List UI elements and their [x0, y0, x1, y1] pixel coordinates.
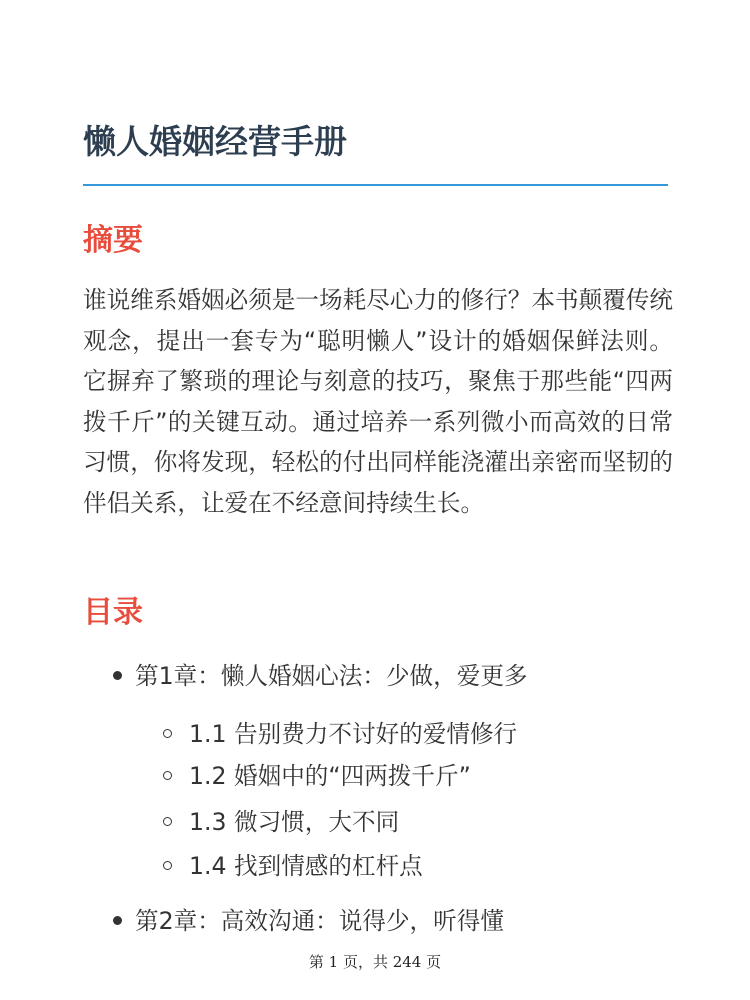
toc-chapter-1[interactable]	[83, 655, 643, 699]
toc-section-label[interactable]: 1.2 婚姻中的“四两拨千斤”	[189, 762, 471, 790]
toc-section-1-2[interactable]	[163, 756, 643, 796]
toc-chapter-2[interactable]	[83, 900, 643, 944]
circle-bullet-icon	[163, 861, 172, 870]
abstract-heading: 摘要	[83, 223, 143, 258]
title-divider	[83, 184, 668, 186]
circle-bullet-icon	[163, 817, 172, 826]
toc-chapter-label[interactable]: 第1章：懒人婚姻心法：少做，爱更多	[135, 662, 528, 690]
toc-section-1-4[interactable]	[163, 846, 643, 886]
toc-heading: 目录	[83, 595, 143, 630]
toc-section-1-3[interactable]	[163, 802, 643, 842]
page-number-footer: 第 1 页，共 244 页	[308, 953, 442, 971]
disc-bullet-icon	[113, 916, 122, 925]
toc-section-label[interactable]: 1.1 告别费力不讨好的爱情修行	[189, 720, 518, 748]
disc-bullet-icon	[113, 671, 122, 680]
toc-section-1-1[interactable]	[163, 714, 643, 754]
circle-bullet-icon	[163, 771, 172, 780]
toc-section-label[interactable]: 1.3 微习惯，大不同	[189, 808, 400, 836]
toc-chapter-label[interactable]: 第2章：高效沟通：说得少，听得懂	[135, 907, 504, 935]
abstract-text: 谁说维系婚姻必须是一场耗尽心力的修行？本书颠覆传统观念，提出一套专为“聪明懒人”设计的婚姻保鲜法则。它摒弃了繁琐的理论与刻意的技巧，聚焦于那些能“四两拨千斤”的关键互动。通过培养一系列微小而高效的日常习惯，你将发现，轻松的付出同样能浇灌出亲密而坚韧的伴侣关系，让爱在不经意间持续生长。	[83, 286, 673, 517]
book-title: 懒人婚姻经营手册	[83, 122, 347, 161]
circle-bullet-icon	[163, 729, 172, 738]
toc-section-label[interactable]: 1.4 找到情感的杠杆点	[189, 852, 423, 880]
